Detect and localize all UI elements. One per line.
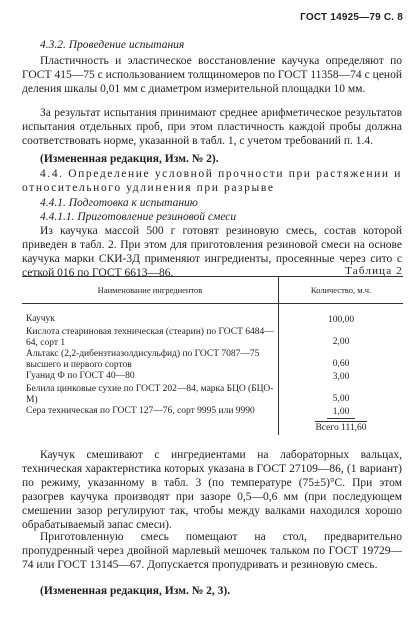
ingredient-qty: 3,00 [332,372,350,382]
section-4-4-1-1-title: 4.4.1.1. Приготовление резиновой смеси [40,211,237,223]
paragraph-plasticity-method: Пластичность и эластическое восстановление каучука определяют по ГОСТ 415—75 с использованием толщиномеров по ГОСТ 11358—74 с ценой деления шкалы 0,01 мм с диаметром измерительной площадки 10 мм. [22,55,402,95]
ingredient-qty: 100,00 [327,315,355,325]
col-header-ingredient: Наименование ингредиентов [22,277,279,304]
ingredient-name: Каучук [22,314,279,327]
ingredient-qty: 5,00 [332,394,350,404]
ingredient-qty: 1,00 [327,407,356,419]
ingredient-name: Кислота стеариновая техническая (стеарин) по ГОСТ 6484—64, сорт 1 [22,327,279,349]
ingredients-table [22,276,403,435]
ingredient-name: Сера техническая по ГОСТ 127—76, сорт 9995 или 9990 [22,406,279,420]
paragraph-rubber-mix: Из каучука массой 500 г готовят резиновую смесь, состав которой приведен в табл. 2. При этом для приготовления резиновой смеси на основе каучука марки СКИ-3Д применяют ингредиенты, просеянные через сито с сеткой 016 по ГОСТ 6613—86. [22,225,402,279]
table-row [22,406,403,420]
section-4-3-2-title: 4.3.2. Проведение испытания [40,39,185,51]
paragraph-prepared-mix: Приготовленную смесь помещают на стол, предварительно пропудренный через двойной марлевый мешочек тальком по ГОСТ 19729—74 или ГОСТ 13145—67. Допускается пропудривать и резиновую смесь. [22,531,402,571]
table-row [22,327,403,349]
ingredient-qty: 2,00 [332,337,350,347]
table-row [22,349,403,371]
table-row [22,384,403,406]
table-total: Всего 111,60 [315,423,367,433]
table-row [22,304,403,315]
section-4-4-title: 4.4. Определение условной прочности при растяжении и относительного удлинения при разрыве [22,168,402,194]
ingredient-name: Гуанид Ф по ГОСТ 40—80 [22,371,279,384]
paragraph-mixing: Каучук смешивают с ингредиентами на лабораторных вальцах, техническая характеристика которых указана в ГОСТ 27109—86, (1 вариант) по режиму, указанному в табл. 3 (по температуре (75±5)°С. При этом разогрев каучука производят при зазоре 0,5—0,6 мм (при последующем смешении зазор регулируют так, чтобы между валками находился хорошо обрабатываемый запас смеси). [22,449,402,531]
col-header-quantity: Количество, м.ч. [279,277,404,304]
ingredient-name: Белила цинковые сухие по ГОСТ 202—84, марка БЦО (БЦО-М) [22,384,279,406]
ingredient-qty: 0,60 [332,359,350,369]
table-row [22,371,403,384]
table-row [22,314,403,327]
section-4-4-1-title: 4.4.1. Подготовка к испытанию [40,197,198,209]
page-header: ГОСТ 14925—79 С. 8 [300,12,403,23]
paragraph-test-result: За результат испытания принимают среднее арифметическое результатов испытания отдельных проб, при этом пластичность каждой пробы должна соответствовать норме, указанной в табл. 1, с учетом требований п. 1.4. [22,107,402,147]
table-2-caption: Таблица 2 [345,265,403,277]
amendment-note-2: (Измененная редакция, Изм. № 2, 3). [40,585,231,597]
ingredient-name: Альтакс (2,2-дибензтиазолдисульфид) по ГОСТ 7087—75 высшего и первого сортов [22,349,279,371]
amendment-note-1: (Измененная редакция, Изм. № 2). [40,153,219,165]
table-row-total [22,420,403,435]
